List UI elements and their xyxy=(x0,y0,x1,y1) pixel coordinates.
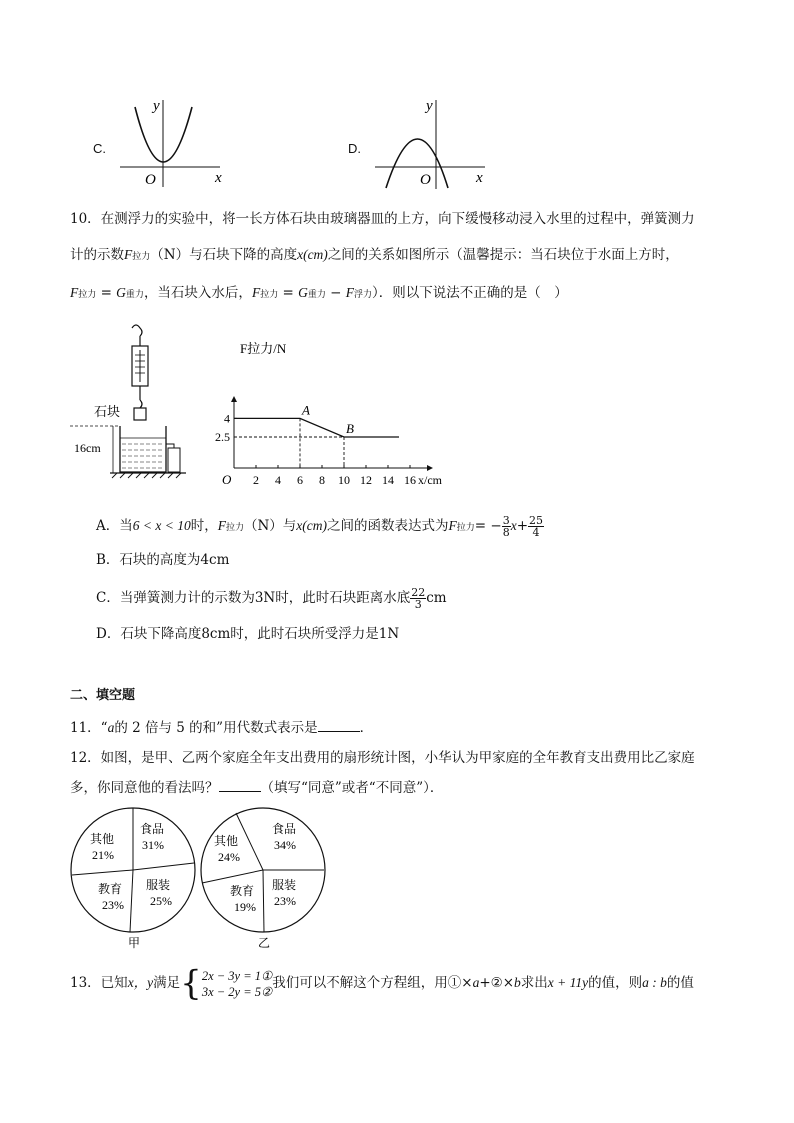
origin-label: O xyxy=(222,472,232,487)
x-tick-label: 4 xyxy=(275,473,281,487)
pie-jia xyxy=(71,808,195,950)
q10-line-3: F拉力 = G重力，当石块入水后，F拉力 = G重力 − F浮力）．则以下说法不正确的是（ ） xyxy=(70,285,568,301)
section-title: 二、填空题 xyxy=(70,688,136,703)
y-axis-label: y xyxy=(426,98,433,114)
x-axis-title: x/cm xyxy=(418,473,442,487)
x-tick-label: 16 xyxy=(404,473,416,487)
pie-jia-label-edu: 教育 xyxy=(98,882,123,896)
option-c: C．当弹簧测力计的示数为3N时，此时石块距离水底 $\frac{22}{3}$ cm xyxy=(96,586,447,611)
spring-scale-apparatus-figure xyxy=(70,320,200,490)
y-axis-arrow xyxy=(231,396,237,402)
x-tick-label: 14 xyxy=(382,473,394,487)
q12-line-2: 多，你同意他的看法吗？ （填写“同意”或者“不同意”）． xyxy=(70,780,444,796)
option-d: D．石块下降高度8cm时，此时石块所受浮力是1N xyxy=(96,626,400,642)
q10-line-1: 10．在测浮力的实验中，将一长方体石块由玻璃器皿的上方，向下缓慢移动浸入水里的过程中，弹簧测力 xyxy=(70,211,695,227)
equation-1: 2x − 3y = 1① xyxy=(201,968,273,983)
option-d-label: D. xyxy=(348,141,361,156)
equation-2: 3x − 2y = 5② xyxy=(201,984,273,999)
y-axis-title: F拉力/N xyxy=(240,341,287,356)
y-axis-label: y xyxy=(153,98,160,114)
y-tick-label: 2.5 xyxy=(215,430,230,444)
answer-blank xyxy=(318,719,360,732)
downward-parabola xyxy=(386,139,448,188)
x-tick-label: 10 xyxy=(338,473,350,487)
q12-line-1: 12．如图，是甲、乙两个家庭全年支出费用的扇形统计图，小华认为甲家庭的全年教育支出费用比乙家庭 xyxy=(70,750,695,766)
x-tick-label: 2 xyxy=(253,473,259,487)
option-c-parabola-graph xyxy=(115,92,235,192)
pie-jia-label-other: 其他 xyxy=(90,832,115,846)
beaker xyxy=(120,426,166,472)
x-axis-label: x xyxy=(476,170,483,186)
left-brace: { xyxy=(180,963,202,1004)
pie-jia-label-food: 食品 xyxy=(140,822,165,836)
point-label-a: A xyxy=(302,402,310,418)
y-tick-label: 4 xyxy=(224,411,230,426)
pie-yi-label-edu: 教育 xyxy=(230,884,255,898)
pie-yi-label-other: 其他 xyxy=(214,834,239,848)
x-axis-arrow xyxy=(427,465,433,471)
origin-label: O xyxy=(420,172,431,188)
q10-line-2: 计的示数F拉力（N）与石块下降的高度x(cm)之间的关系如图所示（温馨提示：当石块位于水面上方时， xyxy=(70,247,679,263)
pie-jia-label-clothing: 服装 xyxy=(146,878,171,892)
pie-yi-label-food: 食品 xyxy=(272,822,297,836)
option-c-label: C. xyxy=(93,141,106,156)
option-a: A．当6 < x < 10时，F拉力（N）与x(cm)之间的函数表达式为F拉力= − $\frac{3}{8}$ x+ $\frac{25}{4}$ xyxy=(96,514,544,539)
option-b: B．石块的高度为4cm xyxy=(96,552,230,568)
pie-yi-value-food: 34% xyxy=(274,838,296,852)
pie-yi-value-edu: 19% xyxy=(234,900,256,914)
pie-yi-label-clothing: 服装 xyxy=(272,878,297,892)
pie-jia-name: 甲 xyxy=(128,936,141,950)
pie-jia-value-clothing: 25% xyxy=(150,894,172,908)
hand-grip-icon xyxy=(132,325,142,336)
pie-yi-name: 乙 xyxy=(258,936,271,950)
stone-label: 石块 xyxy=(94,404,121,419)
overflow-cup xyxy=(168,448,180,472)
origin-label: O xyxy=(145,172,156,188)
x-tick-label: 8 xyxy=(319,473,325,487)
pie-jia-value-other: 21% xyxy=(92,848,114,862)
pie-jia-value-edu: 23% xyxy=(102,898,124,912)
pie-jia-value-food: 31% xyxy=(142,838,164,852)
pie-yi xyxy=(201,808,325,950)
stone-block xyxy=(134,408,146,420)
q11: 11．“a的 2 倍与 5 的和”用代数式表示是 ． xyxy=(70,720,374,736)
option-d-parabola-graph xyxy=(370,92,490,192)
q13: 13．已知x，y满足{ 2x − 3y = 1① 3x − 2y = 5② 我们可以不解这个方程组，用①×a+②×b求出x + 11y的值，则a : b的值 xyxy=(70,963,694,1004)
series-line xyxy=(234,418,399,437)
x-tick-label: 12 xyxy=(360,473,372,487)
point-label-b: B xyxy=(346,421,354,436)
pie-yi-value-clothing: 23% xyxy=(274,894,296,908)
pie-charts xyxy=(68,805,338,955)
force-height-line-chart xyxy=(200,335,442,495)
pie-yi-value-other: 24% xyxy=(218,850,240,864)
x-tick-label: 6 xyxy=(297,473,303,487)
depth-label: 16cm xyxy=(74,441,101,455)
x-axis-label: x xyxy=(215,170,222,186)
answer-blank xyxy=(219,779,261,792)
